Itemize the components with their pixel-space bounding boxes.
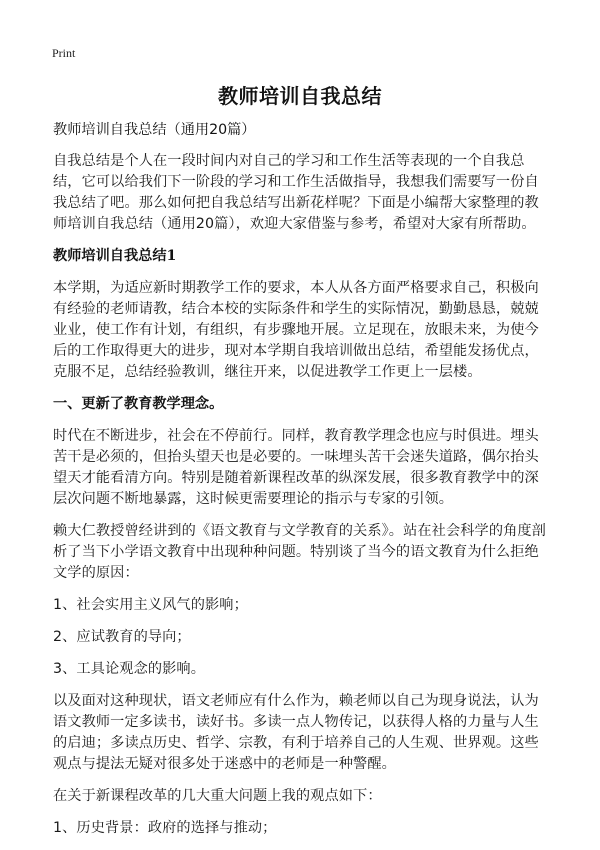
document-subtitle: 教师培训自我总结（通用20篇） (53, 122, 256, 138)
subheading: 一、更新了教育教学理念。 (53, 396, 224, 412)
document-body (53, 120, 551, 850)
paragraph: 以及面对这种现状，语文老师应有什么作为，赖老师以自己为现身说法，认为语文教师一定多读书，读好书。多读一点人物传记，以获得人格的力量与人生的启迪；多读点历史、哲学、宗教，有利于培养自己的人生观、世界观。这些观点与提法无疑对很多处于迷惑中的老师是一种警醒。 (53, 693, 539, 772)
intro-paragraph: 自我总结是个人在一段时间内对自己的学习和工作生活等表现的一个自我总结，它可以给我们下一阶段的学习和工作生活做指导，我想我们需要写一份自我总结了吧。那么如何把自我总结写出新花样呢？下面是小编帮大家整理的教师培训自我总结（通用20篇），欢迎大家借鉴与参考，希望对大家有所帮助。 (53, 153, 539, 232)
paragraph: 赖大仁教授曾经讲到的《语文教育与文学教育的关系》。站在社会科学的角度剖析了当下小学语文教育中出现种种问题。特别谈了当今的语文教育为什么拒绝文学的原因： (53, 523, 546, 581)
list-item: 3、工具论观念的影响。 (53, 661, 206, 677)
paragraph: 时代在不断进步，社会在不停前行。同样，教育教学理念也应与时俱进。埋头苦干是必须的，但抬头望天也是必要的。一味埋头苦干会迷失道路，偶尔抬头望天才能看清方向。特别是随着新课程改革的纵深发展，很多教育教学中的深层次问题不断地暴露，这时候更需要理论的指示与专家的引领。 (53, 428, 539, 507)
paragraph: 在关于新课程改革的几大重大问题上我的观点如下： (53, 788, 382, 804)
paragraph: 本学期，为适应新时期教学工作的要求，本人从各方面严格要求自己，积极向有经验的老师请教，结合本校的实际条件和学生的实际情况，勤勤恳恳，兢兢业业，使工作有计划，有组织，有步骤地开展。立足现在，放眼未来，为使今后的工作取得更大的进步，现对本学期自我培训做出总结，希望能发扬优点，克服不足，总结经验教训，继往开来，以促进教学工作更上一层楼。 (53, 280, 539, 380)
list-item: 1、社会实用主义风气的影响； (53, 597, 248, 613)
list-item: 1、历史背景：政府的选择与推动； (53, 820, 277, 836)
print-label: Print (52, 46, 76, 60)
section-heading: 教师培训自我总结1 (53, 248, 177, 264)
document-title: 教师培训自我总结 (218, 84, 382, 108)
list-item: 2、应试教育的导向； (53, 629, 191, 645)
